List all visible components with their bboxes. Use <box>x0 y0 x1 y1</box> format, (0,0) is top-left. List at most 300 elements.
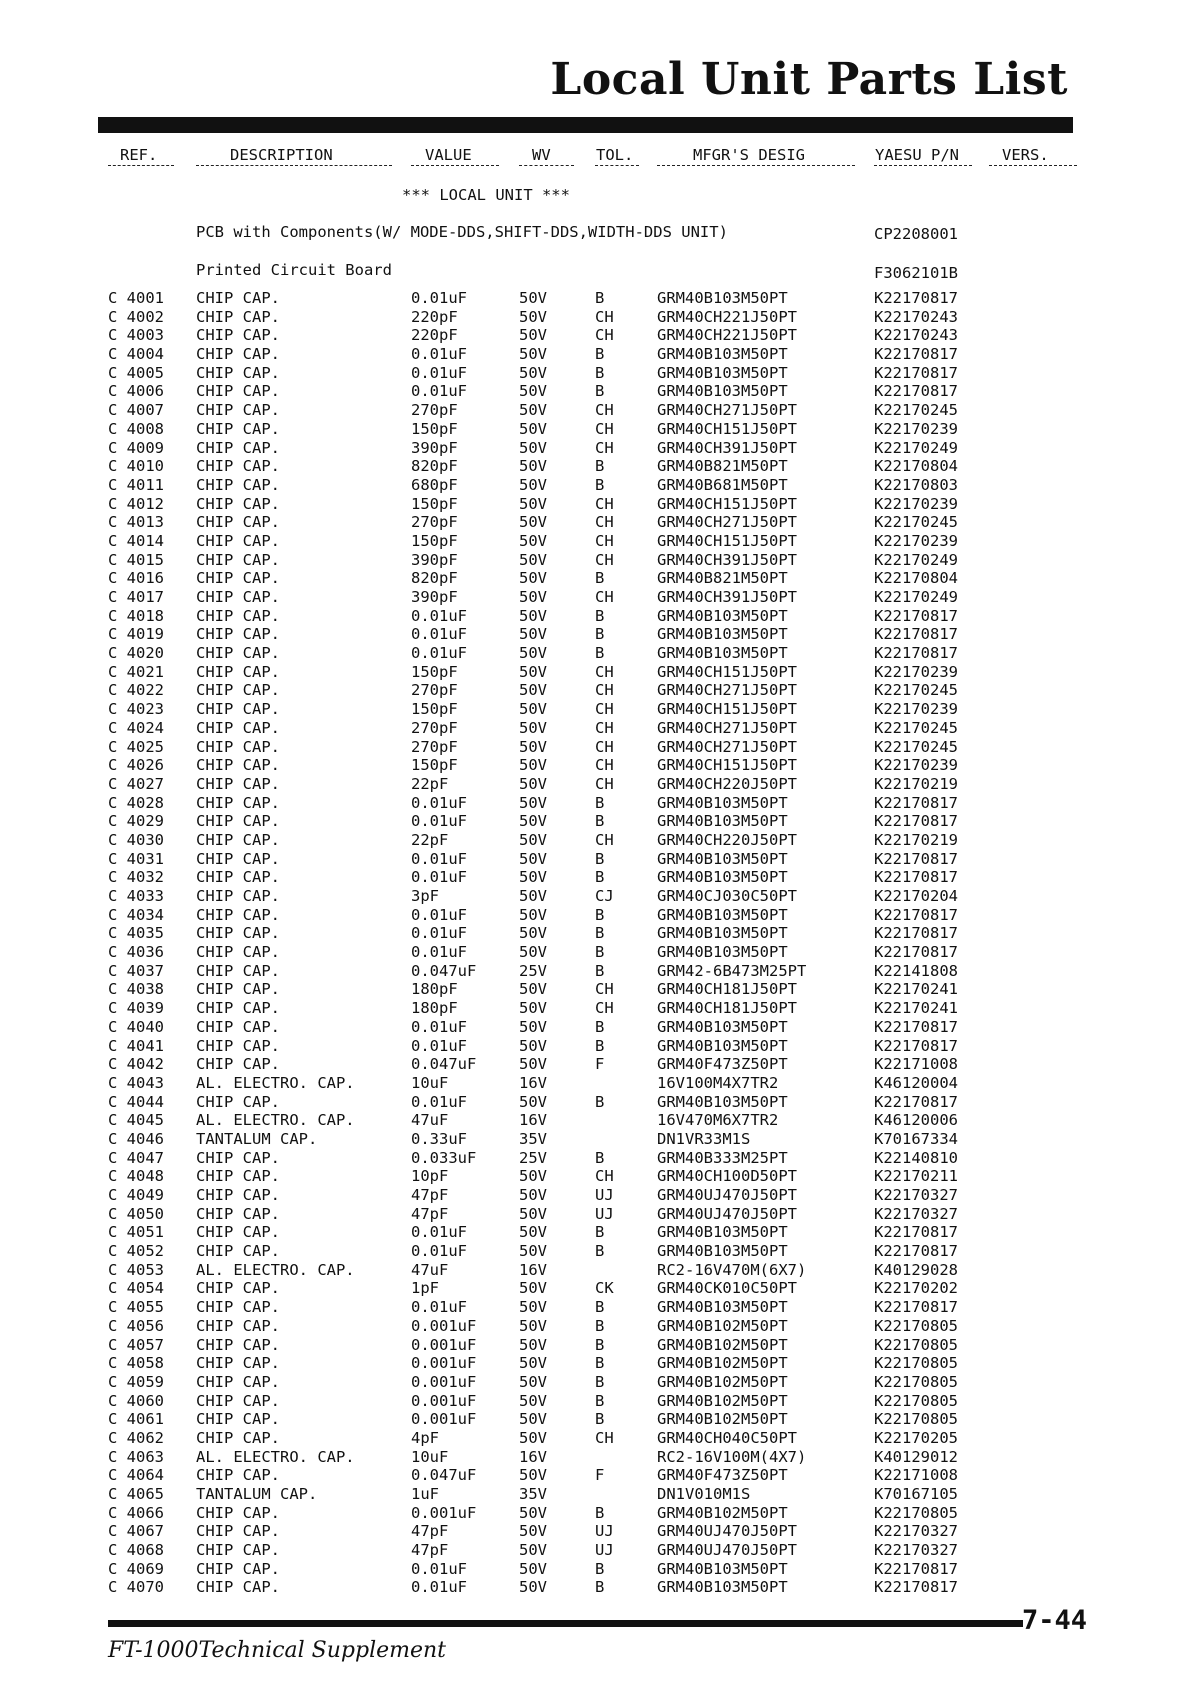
part-ref: C 4042 <box>108 1055 164 1074</box>
part-yaesu-pn: K22170805 <box>874 1410 958 1429</box>
part-description: CHIP CAP. <box>196 1522 280 1541</box>
part-value: 10uF <box>411 1447 449 1466</box>
part-tolerance: UJ <box>595 1541 614 1560</box>
part-mfgr-desig: GRM40CH271J50PT <box>657 737 797 756</box>
part-voltage: 50V <box>519 569 547 588</box>
part-description: CHIP CAP. <box>196 868 280 887</box>
part-description: CHIP CAP. <box>196 550 280 569</box>
part-description: CHIP CAP. <box>196 812 280 831</box>
part-value: 390pF <box>411 550 458 569</box>
table-row <box>0 1392 1190 1411</box>
part-description: CHIP CAP. <box>196 1298 280 1317</box>
part-voltage: 50V <box>519 1335 547 1354</box>
part-yaesu-pn: K22170245 <box>874 681 958 700</box>
col-tol-header: TOL. <box>596 146 634 164</box>
part-yaesu-pn: K22170817 <box>874 943 958 962</box>
part-description: CHIP CAP. <box>196 1242 280 1261</box>
part-description: CHIP CAP. <box>196 774 280 793</box>
part-description: CHIP CAP. <box>196 307 280 326</box>
part-tolerance: B <box>595 1223 605 1242</box>
part-mfgr-desig: GRM40CH271J50PT <box>657 718 797 737</box>
table-row <box>0 495 1190 514</box>
part-mfgr-desig: GRM40UJ470J50PT <box>657 1522 797 1541</box>
part-voltage: 50V <box>519 644 547 663</box>
part-value: 0.001uF <box>411 1354 477 1373</box>
part-value: 0.001uF <box>411 1316 477 1335</box>
vers-underline <box>989 165 1077 166</box>
table-row <box>0 420 1190 439</box>
part-yaesu-pn: K22170805 <box>874 1335 958 1354</box>
part-value: 270pF <box>411 681 458 700</box>
part-value: 150pF <box>411 662 458 681</box>
part-tolerance: B <box>595 961 605 980</box>
part-yaesu-pn: K22170817 <box>874 363 958 382</box>
part-description: CHIP CAP. <box>196 718 280 737</box>
part-ref: C 4063 <box>108 1447 164 1466</box>
part-yaesu-pn: K22170817 <box>874 1559 958 1578</box>
part-ref: C 4034 <box>108 905 164 924</box>
part-description: CHIP CAP. <box>196 961 280 980</box>
part-tolerance: CK <box>595 1279 614 1298</box>
table-row <box>0 439 1190 458</box>
part-description: CHIP CAP. <box>196 419 280 438</box>
part-value: 0.01uF <box>411 1017 467 1036</box>
table-row <box>0 887 1190 906</box>
part-ref: C 4033 <box>108 887 164 905</box>
part-value: 270pF <box>411 737 458 756</box>
part-yaesu-pn: K22170245 <box>874 401 958 420</box>
part-ref: C 4024 <box>108 718 164 737</box>
table-row <box>0 1242 1190 1261</box>
table-row <box>0 1466 1190 1485</box>
part-description: AL. ELECTRO. CAP. <box>196 1447 355 1466</box>
table-row <box>0 1167 1190 1186</box>
table-row <box>0 1317 1190 1336</box>
part-voltage: 50V <box>519 1466 547 1485</box>
part-voltage: 50V <box>519 588 547 606</box>
part-description: CHIP CAP. <box>196 887 280 905</box>
part-yaesu-pn: K22170805 <box>874 1354 958 1373</box>
part-voltage: 50V <box>519 1522 547 1541</box>
part-ref: C 4038 <box>108 980 164 999</box>
part-yaesu-pn: K22170205 <box>874 1428 958 1447</box>
part-yaesu-pn: K22170239 <box>874 700 958 719</box>
pcb-description: Printed Circuit Board <box>196 261 392 279</box>
part-mfgr-desig: GRM40B103M50PT <box>657 644 788 663</box>
part-voltage: 50V <box>519 1036 547 1055</box>
part-voltage: 50V <box>519 457 547 476</box>
table-row <box>0 794 1190 813</box>
part-mfgr-desig: GRM40CH151J50PT <box>657 756 797 775</box>
table-row <box>0 1111 1190 1130</box>
part-tolerance: F <box>595 1055 605 1074</box>
part-description: CHIP CAP. <box>196 1223 280 1242</box>
part-yaesu-pn: K22170805 <box>874 1391 958 1410</box>
part-ref: C 4055 <box>108 1298 164 1317</box>
part-ref: C 4060 <box>108 1391 164 1410</box>
part-voltage: 50V <box>519 606 547 625</box>
part-value: 4pF <box>411 1428 439 1447</box>
page-title: Local Unit Parts List <box>550 54 1068 105</box>
part-description: CHIP CAP. <box>196 924 280 943</box>
mfgr-underline <box>657 165 855 166</box>
part-tolerance: B <box>595 1372 605 1391</box>
table-row <box>0 1578 1190 1597</box>
part-mfgr-desig: RC2-16V100M(4X7) <box>657 1447 807 1466</box>
part-ref: C 4022 <box>108 681 164 700</box>
pcb-part-number: F3062101B <box>874 264 958 282</box>
part-value: 0.01uF <box>411 849 467 868</box>
table-row <box>0 850 1190 869</box>
part-voltage: 50V <box>519 924 547 943</box>
part-tolerance: CH <box>595 681 614 700</box>
part-yaesu-pn: K22170817 <box>874 644 958 663</box>
part-description: CHIP CAP. <box>196 700 280 719</box>
part-value: 0.01uF <box>411 606 467 625</box>
table-row <box>0 1018 1190 1037</box>
part-tolerance: CH <box>595 307 614 326</box>
part-tolerance: B <box>595 1578 605 1597</box>
part-value: 47pF <box>411 1204 449 1223</box>
part-mfgr-desig: GRM40F473Z50PT <box>657 1055 788 1074</box>
table-row <box>0 1298 1190 1317</box>
part-value: 0.01uF <box>411 1036 467 1055</box>
footer-text: FT-1000Technical Supplement <box>108 1638 447 1663</box>
part-tolerance: B <box>595 905 605 924</box>
part-value: 220pF <box>411 307 458 326</box>
table-row <box>0 1223 1190 1242</box>
table-row <box>0 364 1190 383</box>
part-ref: C 4007 <box>108 401 164 420</box>
part-tolerance: F <box>595 1466 605 1485</box>
part-tolerance: CH <box>595 774 614 793</box>
part-voltage: 50V <box>519 1017 547 1036</box>
part-tolerance: B <box>595 363 605 382</box>
part-ref: C 4011 <box>108 475 164 494</box>
part-value: 0.001uF <box>411 1503 477 1522</box>
part-ref: C 4031 <box>108 849 164 868</box>
part-yaesu-pn: K22170239 <box>874 662 958 681</box>
part-tolerance: CH <box>595 756 614 775</box>
part-mfgr-desig: GRM40B103M50PT <box>657 1242 788 1261</box>
part-yaesu-pn: K22170817 <box>874 289 958 307</box>
part-ref: C 4025 <box>108 737 164 756</box>
part-voltage: 50V <box>519 1092 547 1111</box>
part-yaesu-pn: K22170817 <box>874 606 958 625</box>
part-voltage: 50V <box>519 326 547 345</box>
part-yaesu-pn: K22171008 <box>874 1055 958 1074</box>
part-description: CHIP CAP. <box>196 588 280 606</box>
part-voltage: 50V <box>519 1167 547 1186</box>
part-tolerance: CH <box>595 401 614 420</box>
part-value: 0.01uF <box>411 1092 467 1111</box>
part-description: CHIP CAP. <box>196 1036 280 1055</box>
table-row <box>0 513 1190 532</box>
part-value: 3pF <box>411 887 439 905</box>
part-tolerance: B <box>595 1316 605 1335</box>
part-ref: C 4013 <box>108 513 164 532</box>
part-voltage: 50V <box>519 1223 547 1242</box>
part-yaesu-pn: K22170327 <box>874 1186 958 1204</box>
part-voltage: 50V <box>519 793 547 812</box>
part-voltage: 16V <box>519 1073 547 1092</box>
part-mfgr-desig: GRM40CH151J50PT <box>657 419 797 438</box>
part-mfgr-desig: GRM40B102M50PT <box>657 1354 788 1373</box>
part-mfgr-desig: GRM40B103M50PT <box>657 1559 788 1578</box>
part-yaesu-pn: K22170249 <box>874 438 958 457</box>
part-tolerance: B <box>595 1092 605 1111</box>
part-voltage: 50V <box>519 307 547 326</box>
part-description: CHIP CAP. <box>196 513 280 532</box>
table-row <box>0 644 1190 663</box>
part-voltage: 50V <box>519 438 547 457</box>
part-value: 0.01uF <box>411 868 467 887</box>
part-ref: C 4045 <box>108 1111 164 1130</box>
part-value: 680pF <box>411 475 458 494</box>
part-yaesu-pn: K22170817 <box>874 1017 958 1036</box>
part-mfgr-desig: GRM40B102M50PT <box>657 1410 788 1429</box>
part-yaesu-pn: K22170245 <box>874 718 958 737</box>
part-voltage: 50V <box>519 1559 547 1578</box>
part-value: 0.33uF <box>411 1129 467 1148</box>
part-voltage: 50V <box>519 382 547 401</box>
table-row <box>0 906 1190 925</box>
part-mfgr-desig: GRM40CH220J50PT <box>657 830 797 849</box>
col-yaesu-pn-header: YAESU P/N <box>875 146 959 164</box>
part-voltage: 50V <box>519 494 547 513</box>
part-description: CHIP CAP. <box>196 1017 280 1036</box>
part-yaesu-pn: K22170327 <box>874 1204 958 1223</box>
part-description: AL. ELECTRO. CAP. <box>196 1260 355 1279</box>
part-mfgr-desig: GRM42-6B473M25PT <box>657 961 807 980</box>
part-mfgr-desig: GRM40CH391J50PT <box>657 438 797 457</box>
part-value: 0.01uF <box>411 812 467 831</box>
part-ref: C 4049 <box>108 1186 164 1204</box>
part-value: 150pF <box>411 756 458 775</box>
part-mfgr-desig: GRM40UJ470J50PT <box>657 1541 797 1560</box>
table-row <box>0 831 1190 850</box>
part-mfgr-desig: GRM40B103M50PT <box>657 289 788 307</box>
table-row <box>0 1055 1190 1074</box>
part-tolerance: CH <box>595 662 614 681</box>
part-yaesu-pn: K22140810 <box>874 1148 958 1167</box>
part-description: CHIP CAP. <box>196 289 280 307</box>
part-ref: C 4053 <box>108 1260 164 1279</box>
footer-rule <box>108 1620 1023 1627</box>
part-mfgr-desig: GRM40CH221J50PT <box>657 307 797 326</box>
part-mfgr-desig: GRM40B103M50PT <box>657 1017 788 1036</box>
part-value: 150pF <box>411 531 458 550</box>
part-tolerance: B <box>595 1354 605 1373</box>
part-mfgr-desig: DN1VR33M1S <box>657 1129 751 1148</box>
part-value: 0.001uF <box>411 1372 477 1391</box>
part-yaesu-pn: K22170245 <box>874 737 958 756</box>
title-rule <box>98 117 1073 133</box>
part-mfgr-desig: GRM40B103M50PT <box>657 905 788 924</box>
table-row <box>0 326 1190 345</box>
part-yaesu-pn: K22170817 <box>874 1223 958 1242</box>
part-tolerance: B <box>595 625 605 644</box>
part-mfgr-desig: GRM40CH151J50PT <box>657 531 797 550</box>
part-description: CHIP CAP. <box>196 662 280 681</box>
table-row <box>0 738 1190 757</box>
description-underline <box>196 165 392 166</box>
part-tolerance: CH <box>595 980 614 999</box>
part-value: 820pF <box>411 569 458 588</box>
part-tolerance: B <box>595 812 605 831</box>
table-row <box>0 663 1190 682</box>
part-value: 0.01uF <box>411 382 467 401</box>
part-mfgr-desig: GRM40B681M50PT <box>657 475 788 494</box>
part-value: 0.01uF <box>411 943 467 962</box>
part-ref: C 4009 <box>108 438 164 457</box>
part-description: CHIP CAP. <box>196 569 280 588</box>
part-value: 270pF <box>411 513 458 532</box>
part-ref: C 4035 <box>108 924 164 943</box>
part-description: AL. ELECTRO. CAP. <box>196 1111 355 1130</box>
part-yaesu-pn: K22170241 <box>874 980 958 999</box>
part-ref: C 4062 <box>108 1428 164 1447</box>
table-row <box>0 980 1190 999</box>
part-ref: C 4023 <box>108 700 164 719</box>
part-description: CHIP CAP. <box>196 681 280 700</box>
part-tolerance: CH <box>595 1167 614 1186</box>
part-ref: C 4026 <box>108 756 164 775</box>
part-ref: C 4067 <box>108 1522 164 1541</box>
table-row <box>0 1074 1190 1093</box>
part-yaesu-pn: K22170219 <box>874 830 958 849</box>
part-yaesu-pn: K70167105 <box>874 1485 958 1503</box>
part-voltage: 50V <box>519 943 547 962</box>
part-yaesu-pn: K22170241 <box>874 999 958 1018</box>
table-row <box>0 681 1190 700</box>
page-number: 7-44 <box>1022 1605 1088 1636</box>
part-voltage: 50V <box>519 774 547 793</box>
part-ref: C 4018 <box>108 606 164 625</box>
part-description: TANTALUM CAP. <box>196 1485 318 1503</box>
part-voltage: 50V <box>519 980 547 999</box>
part-yaesu-pn: K46120006 <box>874 1111 958 1130</box>
part-voltage: 16V <box>519 1260 547 1279</box>
part-mfgr-desig: GRM40CH391J50PT <box>657 588 797 606</box>
part-value: 0.01uF <box>411 289 467 307</box>
part-description: CHIP CAP. <box>196 793 280 812</box>
part-mfgr-desig: GRM40B102M50PT <box>657 1316 788 1335</box>
part-mfgr-desig: GRM40B103M50PT <box>657 793 788 812</box>
table-row <box>0 532 1190 551</box>
part-tolerance: B <box>595 1148 605 1167</box>
part-voltage: 50V <box>519 1316 547 1335</box>
part-mfgr-desig: GRM40B103M50PT <box>657 849 788 868</box>
part-voltage: 50V <box>519 550 547 569</box>
part-ref: C 4039 <box>108 999 164 1018</box>
table-row <box>0 1448 1190 1467</box>
part-yaesu-pn: K22170817 <box>874 1578 958 1597</box>
part-voltage: 50V <box>519 700 547 719</box>
part-voltage: 50V <box>519 1410 547 1429</box>
part-mfgr-desig: GRM40B102M50PT <box>657 1335 788 1354</box>
part-mfgr-desig: GRM40B103M50PT <box>657 812 788 831</box>
table-row <box>0 382 1190 401</box>
table-row <box>0 1130 1190 1149</box>
part-mfgr-desig: GRM40B102M50PT <box>657 1372 788 1391</box>
part-description: CHIP CAP. <box>196 980 280 999</box>
part-description: CHIP CAP. <box>196 1559 280 1578</box>
part-ref: C 4010 <box>108 457 164 476</box>
table-row <box>0 924 1190 943</box>
table-row <box>0 1560 1190 1579</box>
part-value: 0.01uF <box>411 1578 467 1597</box>
part-tolerance: CH <box>595 438 614 457</box>
part-value: 47uF <box>411 1260 449 1279</box>
part-value: 150pF <box>411 700 458 719</box>
part-tolerance: B <box>595 569 605 588</box>
part-value: 270pF <box>411 718 458 737</box>
part-mfgr-desig: GRM40B103M50PT <box>657 943 788 962</box>
part-voltage: 50V <box>519 737 547 756</box>
part-tolerance: CH <box>595 737 614 756</box>
part-value: 180pF <box>411 980 458 999</box>
part-mfgr-desig: GRM40CH221J50PT <box>657 326 797 345</box>
part-description: CHIP CAP. <box>196 606 280 625</box>
part-value: 390pF <box>411 438 458 457</box>
part-value: 0.01uF <box>411 625 467 644</box>
part-yaesu-pn: K46120004 <box>874 1073 958 1092</box>
part-ref: C 4030 <box>108 830 164 849</box>
part-tolerance: UJ <box>595 1186 614 1204</box>
part-yaesu-pn: K22170804 <box>874 457 958 476</box>
table-row <box>0 308 1190 327</box>
table-row <box>0 401 1190 420</box>
part-tolerance: B <box>595 345 605 364</box>
part-description: CHIP CAP. <box>196 849 280 868</box>
part-ref: C 4057 <box>108 1335 164 1354</box>
part-mfgr-desig: GRM40B103M50PT <box>657 924 788 943</box>
part-description: CHIP CAP. <box>196 756 280 775</box>
part-description: CHIP CAP. <box>196 345 280 364</box>
part-description: CHIP CAP. <box>196 531 280 550</box>
part-yaesu-pn: K22170817 <box>874 905 958 924</box>
part-ref: C 4041 <box>108 1036 164 1055</box>
part-voltage: 50V <box>519 1242 547 1261</box>
part-voltage: 50V <box>519 887 547 905</box>
part-voltage: 50V <box>519 289 547 307</box>
part-value: 150pF <box>411 494 458 513</box>
part-ref: C 4069 <box>108 1559 164 1578</box>
part-mfgr-desig: GRM40F473Z50PT <box>657 1466 788 1485</box>
part-yaesu-pn: K22170817 <box>874 868 958 887</box>
part-mfgr-desig: GRM40B103M50PT <box>657 382 788 401</box>
part-voltage: 50V <box>519 1503 547 1522</box>
part-value: 0.01uF <box>411 1559 467 1578</box>
part-tolerance: B <box>595 868 605 887</box>
part-description: CHIP CAP. <box>196 382 280 401</box>
table-row <box>0 719 1190 738</box>
part-tolerance: CH <box>595 419 614 438</box>
part-ref: C 4008 <box>108 419 164 438</box>
part-tolerance: B <box>595 1391 605 1410</box>
part-ref: C 4056 <box>108 1316 164 1335</box>
part-ref: C 4017 <box>108 588 164 606</box>
part-ref: C 4036 <box>108 943 164 962</box>
part-voltage: 35V <box>519 1129 547 1148</box>
part-ref: C 4059 <box>108 1372 164 1391</box>
table-row <box>0 812 1190 831</box>
part-voltage: 35V <box>519 1485 547 1503</box>
part-tolerance: CH <box>595 550 614 569</box>
part-voltage: 50V <box>519 1578 547 1597</box>
part-mfgr-desig: GRM40B103M50PT <box>657 1036 788 1055</box>
